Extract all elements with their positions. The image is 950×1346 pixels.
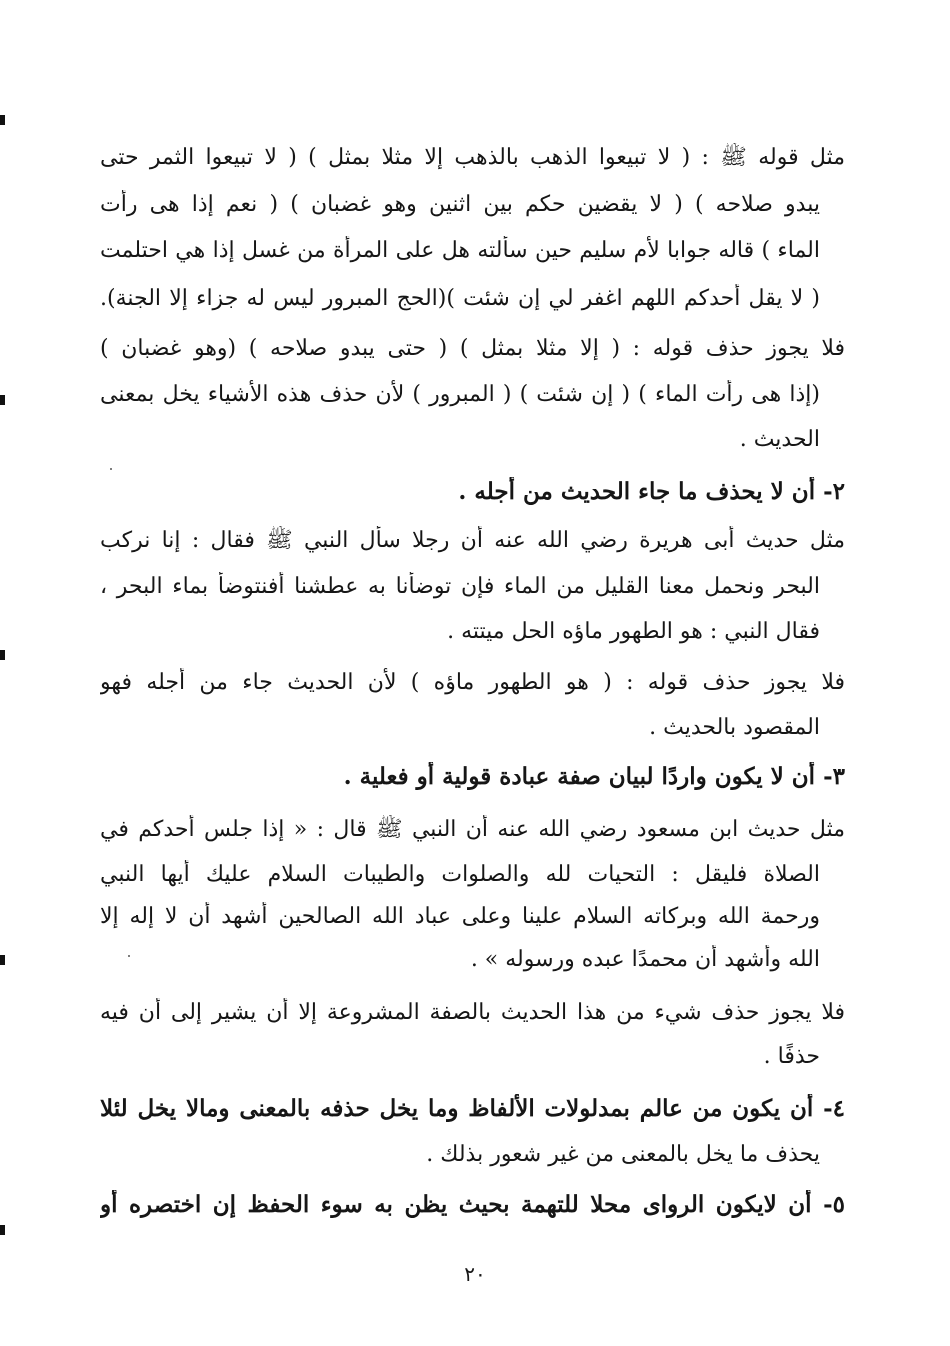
text-line: الماء ) قاله جوابا لأم سليم حين سألته هل على المرأة من غسل إذا هي احتلمت bbox=[100, 238, 820, 263]
text-line: فلا يجوز حذف قوله : ( إلا مثلا بمثل ) ( حتى يبدو صلاحه ) (وهو غضبان ) bbox=[100, 336, 845, 361]
text-line: ورحمة الله وبركاته السلام علينا وعلى عباد الله الصالحين أشهد أن لا إله إلا bbox=[100, 904, 820, 929]
scan-mark bbox=[0, 955, 5, 965]
text-line: فقال النبي : هو الطهور ماؤه الحل ميتته . bbox=[447, 619, 820, 644]
text-line: فلا يجوز حذف قوله : ( هو الطهور ماؤه ) لأن الحديث جاء من أجله فهو bbox=[100, 670, 845, 695]
text-line: فلا يجوز حذف شيء من هذا الحديث بالصفة المشروعة إلا أن يشير إلى أن فيه bbox=[100, 1000, 845, 1025]
text-line: البحر ونحمل معنا القليل من الماء فإن توضأنا به عطشنا أفنتوضأ بماء البحر ، bbox=[100, 574, 820, 599]
text-line: الصلاة فليقل : التحيات لله والصلوات والطيبات السلام عليك أيها النبي bbox=[100, 862, 820, 887]
section-heading: ٤- أن يكون من عالم بمدلولات الألفاظ وما يخل حذفه بالمعنى ومالا يخل لئلا bbox=[100, 1095, 845, 1122]
section-heading: ٢- أن لا يحذف ما جاء الحديث من أجله . bbox=[458, 478, 845, 505]
scan-speck bbox=[110, 468, 112, 470]
text-line: يبدو صلاحه ) ( لا يقضين حكم بين اثنين وهو غضبان ) ( نعم إذا هى رأت bbox=[100, 192, 820, 217]
text-line: حذفًا . bbox=[763, 1044, 820, 1069]
text-line: الحديث . bbox=[739, 427, 820, 452]
text-line: المقصود بالحديث . bbox=[649, 715, 820, 740]
section-heading: ٥- أن لايكون الرواى محلا للتهمة بحيث يظن به سوء الحفظ إن اختصره أو bbox=[100, 1191, 845, 1218]
text-line: مثل حديث ابن مسعود رضي الله عنه أن النبي ﷺ قال : « إذا جلس أحدكم في bbox=[100, 817, 845, 842]
text-line: (إذا هى رأت الماء ) ( إن شئت ) ( المبرور ) لأن حذف هذه الأشياء يخل بمعنى bbox=[100, 382, 820, 407]
text-line: مثل حديث أبى هريرة رضي الله عنه أن رجلا سأل النبي ﷺ فقال : إنا نركب bbox=[100, 528, 845, 553]
scan-mark bbox=[0, 1225, 5, 1235]
scan-mark bbox=[0, 115, 5, 125]
section-heading: ٣- أن لا يكون واردًا لبيان صفة عبادة قولية أو فعلية . bbox=[343, 763, 845, 790]
text-line: الله وأشهد أن محمدًا عبده ورسوله » . bbox=[470, 947, 820, 972]
scan-mark bbox=[0, 395, 5, 405]
text-line: يحذف ما يخل بالمعنى من غير شعور بذلك . bbox=[426, 1142, 820, 1167]
scan-speck bbox=[128, 955, 130, 957]
text-line: مثل قوله ﷺ : ( لا تبيعوا الذهب بالذهب إلا مثلا بمثل ) ( لا تبيعوا الثمر حتى bbox=[100, 145, 845, 170]
scan-mark bbox=[0, 650, 5, 660]
page-number: ٢٠ bbox=[464, 1262, 486, 1286]
text-line: ( لا يقل أحدكم اللهم اغفر لي إن شئت )(الحج المبرور ليس له جزاء إلا الجنة). bbox=[100, 286, 820, 311]
